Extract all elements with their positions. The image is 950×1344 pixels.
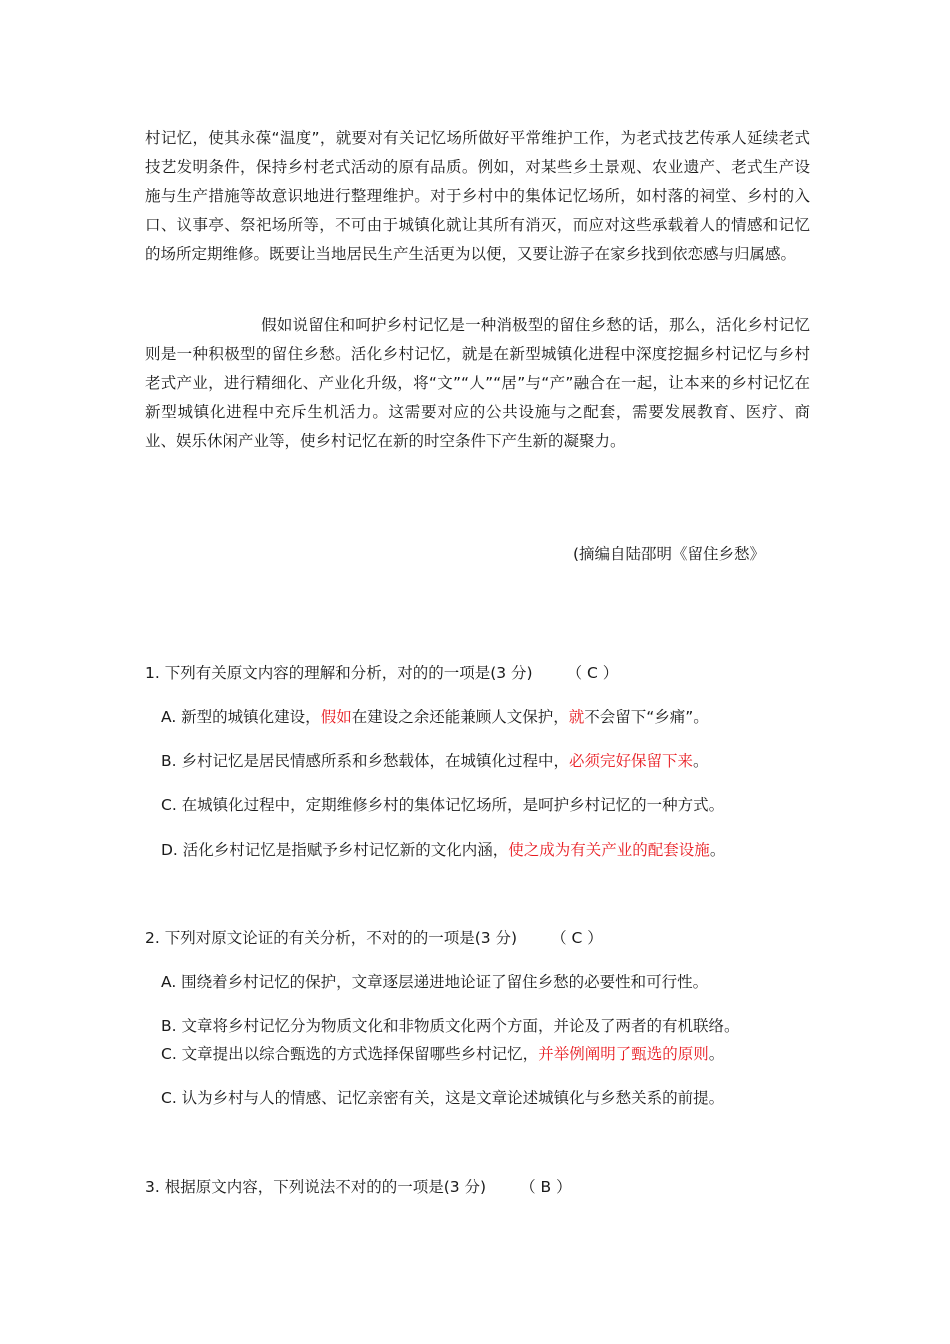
option-text: D. 活化乡村记忆是指赋予乡村记忆新的文化内涵， xyxy=(161,841,509,859)
passage-paragraph-2-text: 假如说留住和呵护乡村记忆是一种消极型的留住乡愁的话，那么，活化乡村记忆则是一种积极型的留住乡愁。活化乡村记忆，就是在新型城镇化进程中深度挖掘乡村记忆与乡村老式产业，进行精细化、产业化升级，将“文”“人”“居”与“产”融合在一起，让本来的乡村记忆在新型城镇化进程中充斥生机活力。这需要对应的公共设施与之配套，需要发展教育、医疗、商业、娱乐休闲产业等，使乡村记忆在新的时空条件下产生新的凝聚力。 xyxy=(145,316,810,450)
option-text: C. 在城镇化过程中，定期维修乡村的集体记忆场所，是呵护乡村记忆的一种方式。 xyxy=(161,796,725,814)
option-text: A. 新型的城镇化建设， xyxy=(161,708,321,726)
highlighted-text: 假如 xyxy=(320,708,352,726)
question-1-answer: （ C ） xyxy=(566,664,619,682)
question-2-option-d xyxy=(161,1086,724,1108)
option-text: B. 文章将乡村记忆分为物质文化和非物质文化两个方面，并论及了两者的有机联络。 xyxy=(161,1017,740,1035)
question-1-option-a xyxy=(161,705,709,727)
highlighted-text: 就 xyxy=(568,708,585,726)
option-text: C. 文章提出以综合甄选的方式选择保留哪些乡村记忆， xyxy=(161,1045,539,1063)
option-text: 。 xyxy=(709,841,726,859)
option-text: 。 xyxy=(693,752,709,770)
question-2-option-c xyxy=(161,1042,724,1064)
option-text: B. 乡村记忆是居民情感所系和乡愁载体，在城镇化过程中， xyxy=(161,752,569,770)
option-text: 。 xyxy=(708,1045,725,1063)
question-1-option-c xyxy=(161,793,724,815)
question-1-option-d xyxy=(161,838,725,860)
source-citation: (摘编自陆邵明《留住乡愁》 xyxy=(573,545,766,563)
highlighted-text: 并举例阐明了甄选的原则 xyxy=(538,1045,709,1063)
passage-paragraph-2 xyxy=(145,311,810,456)
question-2-option-b xyxy=(161,1014,740,1036)
option-text: 不会留下“乡痛”。 xyxy=(584,708,709,726)
passage-paragraph-1-text: 村记忆，使其永葆“温度”，就要对有关记忆场所做好平常维护工作，为老式技艺传承人延续老式技艺发明条件，保持乡村老式活动的原有品质。例如，对某些乡土景观、农业遗产、老式生产设施与生产措施等故意识地进行整理维护。对于乡村中的集体记忆场所，如村落的祠堂、乡村的入口、议事亭、祭祀场所等，不可由于城镇化就让其所有消灭，而应对这些承载着人的情感和记忆的场所定期维修。既要让当地居民生产生活更为以便，又要让游子在家乡找到依恋感与归属感。 xyxy=(145,129,810,263)
passage-paragraph-1 xyxy=(145,124,810,269)
highlighted-text: 必须完好保留下来 xyxy=(569,752,694,770)
option-text: C. 认为乡村与人的情感、记忆亲密有关，这是文章论述城镇化与乡愁关系的前提。 xyxy=(161,1089,725,1107)
question-3-stem xyxy=(145,1175,572,1197)
question-1-stem xyxy=(145,661,618,683)
question-3-answer: （ B ） xyxy=(520,1178,572,1196)
question-2-stem xyxy=(145,926,603,948)
question-2-answer: （ C ） xyxy=(551,929,603,947)
option-text: A. 围绕着乡村记忆的保护，文章逐层递进地论证了留住乡愁的必要性和可行性。 xyxy=(161,973,709,991)
option-text: 在建设之余还能兼顾人文保护， xyxy=(351,708,569,726)
question-2-text: 2. 下列对原文论证的有关分析，不对的的一项是(3 分) xyxy=(145,929,518,947)
question-1-option-b xyxy=(161,749,709,771)
question-3-text: 3. 根据原文内容，下列说法不对的的一项是(3 分) xyxy=(145,1178,487,1196)
question-2-option-a xyxy=(161,970,708,992)
question-1-text: 1. 下列有关原文内容的理解和分析，对的的一项是(3 分) xyxy=(145,664,533,682)
highlighted-text: 使之成为有关产业的配套设施 xyxy=(508,841,710,859)
